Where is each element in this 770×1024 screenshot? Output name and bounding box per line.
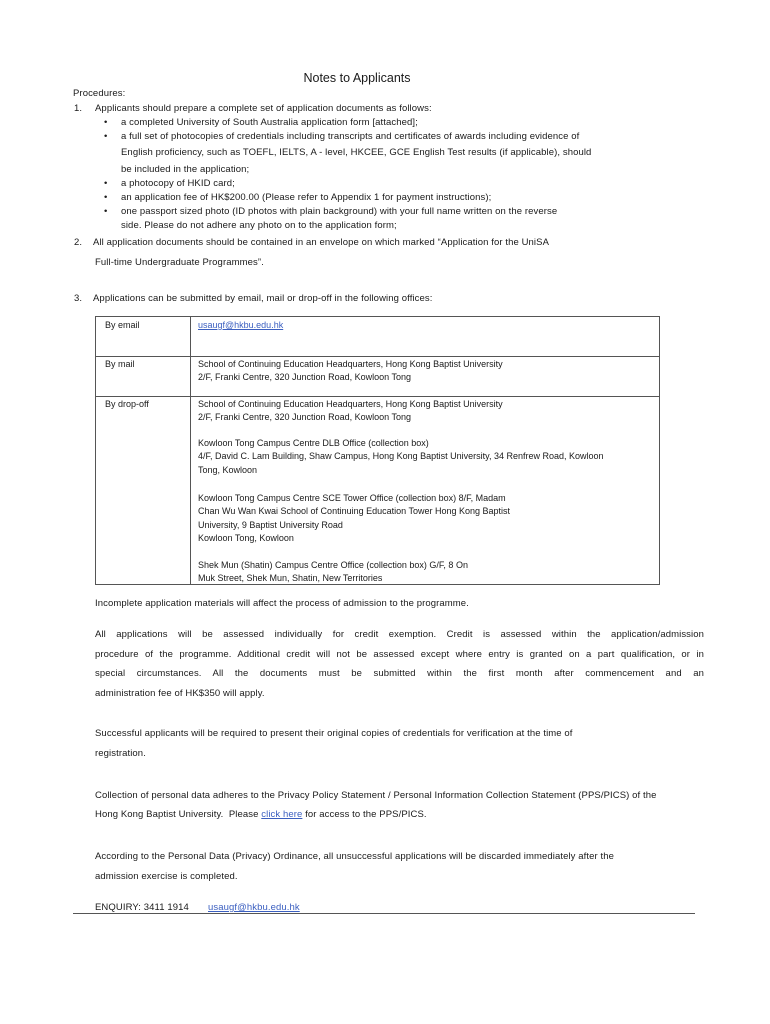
dropoff-line: Kowloon Tong Campus Centre SCE Tower Office (collection box) 8/F, Madam [198,493,506,503]
dropoff-line: Kowloon Tong, Kowloon [198,532,294,543]
table-row-divider [96,356,659,357]
credit-para-line: administration fee of HK$350 will apply. [95,688,265,699]
enquiry-phone: ENQUIRY: 3411 1914 [95,902,189,913]
item1-intro: Applicants should prepare a complete set of application documents as follows: [95,103,432,114]
incomplete-notice: Incomplete application materials will affect the process of admission to the programme. [95,598,469,609]
privacy-text: for access to the PPS/PICS. [302,809,427,820]
enquiry-email-link[interactable]: usaugf@hkbu.edu.hk [208,902,300,913]
bullet-1-text: a completed University of South Australia application form [attached]; [121,117,418,128]
bullet-dot: • [104,131,108,142]
privacy-click-here-link[interactable]: click here [261,809,303,820]
table-row-divider [96,396,659,397]
bullet-2-text-line3: be included in the application; [121,164,250,175]
privacy-para-line [95,809,427,820]
dropoff-office-3 [198,492,510,545]
mail-address [198,358,503,385]
bullet-2-text-line1: a full set of photocopies of credentials including transcripts and certificates of awards including evidence of [121,131,580,142]
mail-address-line: School of Continuing Education Headquarters, Hong Kong Baptist University [198,359,503,369]
page-title: Notes to Applicants [303,71,411,85]
item3-number: 3. [74,293,83,304]
discard-para-line: According to the Personal Data (Privacy) Ordinance, all unsuccessful applications will be discarded immediately after the [95,851,615,862]
mail-address-line: 2/F, Franki Centre, 320 Junction Road, Kowloon Tong [198,372,411,383]
bullet-dot: • [104,178,108,189]
email-label: By email [105,320,140,330]
mail-label: By mail [105,359,135,369]
privacy-para-line: Collection of personal data adheres to the Privacy Policy Statement / Personal Information Collection Statement (PPS/PICS) of the [95,790,657,801]
success-para-line: registration. [95,748,146,759]
dropoff-office-4 [198,559,468,586]
dropoff-office-1 [198,398,503,425]
bullet-dot: • [104,192,108,203]
bullet-dot: • [104,206,108,217]
discard-para-line: admission exercise is completed. [95,871,238,882]
dropoff-line: Shek Mun (Shatin) Campus Centre Office (collection box) G/F, 8 On [198,560,468,570]
dropoff-line: School of Continuing Education Headquarters, Hong Kong Baptist University [198,399,503,409]
procedures-label: Procedures: [73,88,126,99]
item3-text: Applications can be submitted by email, mail or drop-off in the following offices: [93,293,433,304]
credit-para-line: special circumstances. All the documents must be submitted within the first month after commencement and an [95,668,704,679]
success-para-line: Successful applicants will be required to present their original copies of credentials for verification at the time of [95,728,573,739]
table-column-divider [190,317,191,584]
submission-methods-table [95,316,660,585]
privacy-text: Hong Kong Baptist University. Please [95,809,262,820]
dropoff-line: Kowloon Tong Campus Centre DLB Office (collection box) [198,438,429,448]
dropoff-line: Muk Street, Shek Mun, Shatin, New Territories [198,573,383,584]
dropoff-line: Chan Wu Wan Kwai School of Continuing Education Tower Hong Kong Baptist [198,506,511,517]
footer-rule [73,913,695,914]
credit-para-line: All applications will be assessed individually for credit exemption. Credit is assessed within the application/admission [95,629,704,640]
bullet-4-text: an application fee of HK$200.00 (Please refer to Appendix 1 for payment instructions); [121,192,492,203]
bullet-dot: • [104,117,108,128]
dropoff-office-2 [198,437,604,477]
item2-line1: All application documents should be contained in an envelope on which marked “Application for the UniSA [93,237,550,248]
bullet-3-text: a photocopy of HKID card; [121,178,235,189]
item1-number: 1. [74,103,83,114]
dropoff-line: 4/F, David C. Lam Building, Shaw Campus, Hong Kong Baptist University, 34 Renfrew Road, Kowloon [198,451,604,462]
dropoff-line: 2/F, Franki Centre, 320 Junction Road, Kowloon Tong [198,412,411,423]
bullet-5-text-line2: side. Please do not adhere any photo on to the application form; [121,220,397,231]
bullet-2-text-line2: English proficiency, such as TOEFL, IELTS, A - level, HKCEE, GCE English Test results (if applicable), should [121,147,592,158]
item2-line2: Full-time Undergraduate Programmes”. [95,257,264,268]
email-link[interactable]: usaugf@hkbu.edu.hk [198,320,284,330]
dropoff-label: By drop-off [105,399,149,409]
dropoff-line: Tong, Kowloon [198,464,258,475]
item2-number: 2. [74,237,83,248]
dropoff-line: University, 9 Baptist University Road [198,519,343,530]
bullet-5-text-line1: one passport sized photo (ID photos with plain background) with your full name written on the reverse [121,206,558,217]
credit-para-line: procedure of the programme. Additional credit will not be assessed except where entry is granted on a part qualification, or in [95,649,704,660]
